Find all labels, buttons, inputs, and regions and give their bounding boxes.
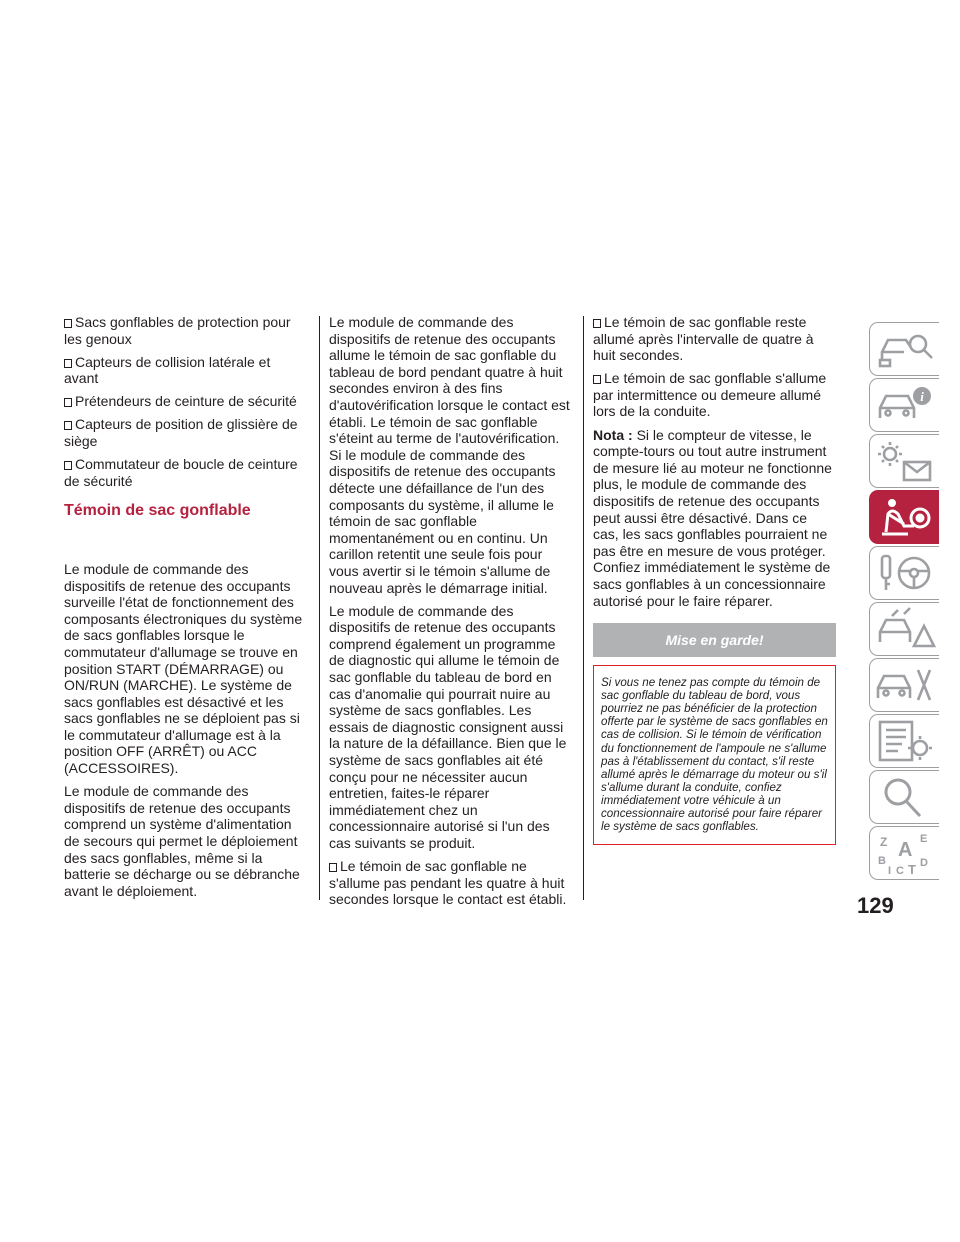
- specifications-gear-icon: [874, 718, 936, 764]
- tab-alphabetical-index[interactable]: [869, 826, 939, 880]
- paragraph: Le module de commande des dispositifs de retenue des occupants comprend également un programme de diagnostic qui allume le témoin de sac gonflable du tableau de bord en cas d'anomalie qui pourrait nuire au système de sacs gonflables. Les essais de diagnostic consignent aussi la nature de la défaillance. Bien que le système de sacs gonflables ait été conçu pour ne nécessiter aucun entretien, faites-le réparer immédiatement chez un concessionnaire autorisé si l'un des cas suivants se produit.: [329, 602, 567, 851]
- checkbox-bullet-icon: [64, 461, 72, 470]
- column-2: [329, 314, 573, 914]
- tab-warning-lights[interactable]: [869, 434, 939, 488]
- car-search-icon: [874, 326, 936, 372]
- magnifier-icon: [874, 774, 936, 820]
- tab-car-info[interactable]: [869, 378, 939, 432]
- checkbox-bullet-icon: [64, 421, 72, 430]
- column-1: [64, 314, 308, 906]
- bullet-item: Capteurs de collision latérale et avant: [64, 353, 271, 387]
- bullet-item: Prétendeurs de ceinture de sécurité: [64, 393, 308, 410]
- bullet-item: Commutateur de boucle de ceinture de sécurité: [64, 456, 298, 489]
- car-info-icon: [874, 382, 936, 428]
- tab-seatbelt-airbag[interactable]: [869, 490, 939, 544]
- column-3: [593, 314, 836, 845]
- bullet-item: Capteurs de position de glissière de siège: [64, 416, 298, 450]
- svg-text:Z: Z: [880, 835, 888, 849]
- svg-text:E: E: [920, 833, 928, 845]
- column-divider: [583, 316, 584, 900]
- checkbox-bullet-icon: [64, 359, 72, 368]
- tab-car-breakdown[interactable]: [869, 602, 939, 656]
- svg-text:D: D: [920, 857, 928, 869]
- nota-label: Nota :: [593, 426, 633, 443]
- bullet-item: Le témoin de sac gonflable reste allumé après l'intervalle de quatre à huit secondes.: [593, 314, 814, 364]
- checkbox-bullet-icon: [64, 398, 72, 407]
- page-number: 129: [857, 893, 894, 918]
- car-breakdown-icon: [874, 606, 936, 652]
- seatbelt-airbag-icon: [874, 494, 936, 540]
- nota-text: Si le compteur de vitesse, le compte-tours ou tout autre instrument de mesure lié au moteur ne fonctionne plus, le module de commande des dispositifs de retenue des occupants peut aussi être désactivé. Dans ce cas, les sacs gonflables pourraient ne pas être en mesure de vous protéger. Confiez immédiatement le système de sacs gonflables à un concessionnaire autorisé pour le faire réparer.: [593, 426, 832, 609]
- car-tools-icon: [874, 662, 936, 708]
- tab-key-steering[interactable]: [869, 546, 939, 600]
- tab-specifications[interactable]: [869, 714, 939, 768]
- alphabet-index-icon: [874, 830, 936, 876]
- checkbox-bullet-icon: [329, 863, 337, 872]
- svg-text:A: A: [898, 839, 913, 861]
- bullet-item: Le témoin de sac gonflable s'allume par intermittence ou demeure allumé lors de la conduite.: [593, 370, 827, 420]
- svg-text:C: C: [896, 865, 904, 876]
- warning-box: Si vous ne tenez pas compte du témoin de sac gonflable du tableau de bord, vous pourriez ne pas bénéficier de la protection offerte par le système de sacs gonflables en cas de collision. Si le témoin de vérification du fonctionnement de l'ampoule ne s'allume pas à l'établissement du contact, s'il reste allumé après le démarrage du moteur ou s'il s'allume durant la conduite, confiez immédiatement votre véhicule à un concessionnaire autorisé pour faire réparer le système de sacs gonflables.: [593, 665, 836, 845]
- checkbox-bullet-icon: [593, 319, 601, 328]
- svg-text:T: T: [908, 862, 916, 876]
- warning-header: Mise en garde!: [593, 623, 836, 657]
- tab-car-search[interactable]: [869, 322, 939, 376]
- checkbox-bullet-icon: [64, 319, 72, 328]
- svg-text:B: B: [878, 855, 886, 867]
- section-heading: Témoin de sac gonflable: [64, 502, 251, 520]
- paragraph: Le module de commande des dispositifs de retenue des occupants comprend un système d'alimentation de secours qui permet le déploiement des sacs gonflables, même si la batterie se décharge ou se débranche avant le déploiement.: [64, 783, 300, 899]
- tab-search[interactable]: [869, 770, 939, 824]
- tab-car-tools[interactable]: [869, 658, 939, 712]
- warning-lights-message-icon: [874, 438, 936, 484]
- bullet-item: Le témoin de sac gonflable ne s'allume pas pendant les quatre à huit secondes lorsque le contact est établi.: [329, 858, 567, 908]
- paragraph: Le module de commande des dispositifs de retenue des occupants surveille l'état de fonctionnement des composants électroniques du système de sacs gonflables lorsque le commutateur d'allumage se trouve en position START (DÉMARRAGE) ou ON/RUN (MARCHE). Le système de sacs gonflables est désactivé et les sacs gonflables ne se déploient pas si le commutateur d'allumage est à la position OFF (ARRÊT) ou ACC (ACCESSOIRES).: [64, 560, 303, 777]
- column-divider: [319, 316, 320, 900]
- bullet-item: Sacs gonflables de protection pour les genoux: [64, 314, 291, 347]
- svg-text:i: i: [920, 389, 924, 404]
- nota-paragraph: [593, 427, 836, 610]
- paragraph: Le module de commande des dispositifs de retenue des occupants allume le témoin de sac gonflable du tableau de bord pendant quatre à huit secondes environ à des fins d'autovérification lorsque le contact est établi. Le témoin de sac gonflable s'éteint au terme de l'autovérification. Si le module de commande des dispositifs de retenue des occupants détecte une défaillance de l'un des composants du système, il allume le témoin de sac gonflable momentanément ou en continu. Un carillon retentit une seule fois pour vous avertir si le témoin s'allume de nouveau après le démarrage initial.: [329, 314, 570, 596]
- checkbox-bullet-icon: [593, 375, 601, 384]
- svg-text:I: I: [888, 865, 892, 876]
- key-steering-wheel-icon: [874, 550, 936, 596]
